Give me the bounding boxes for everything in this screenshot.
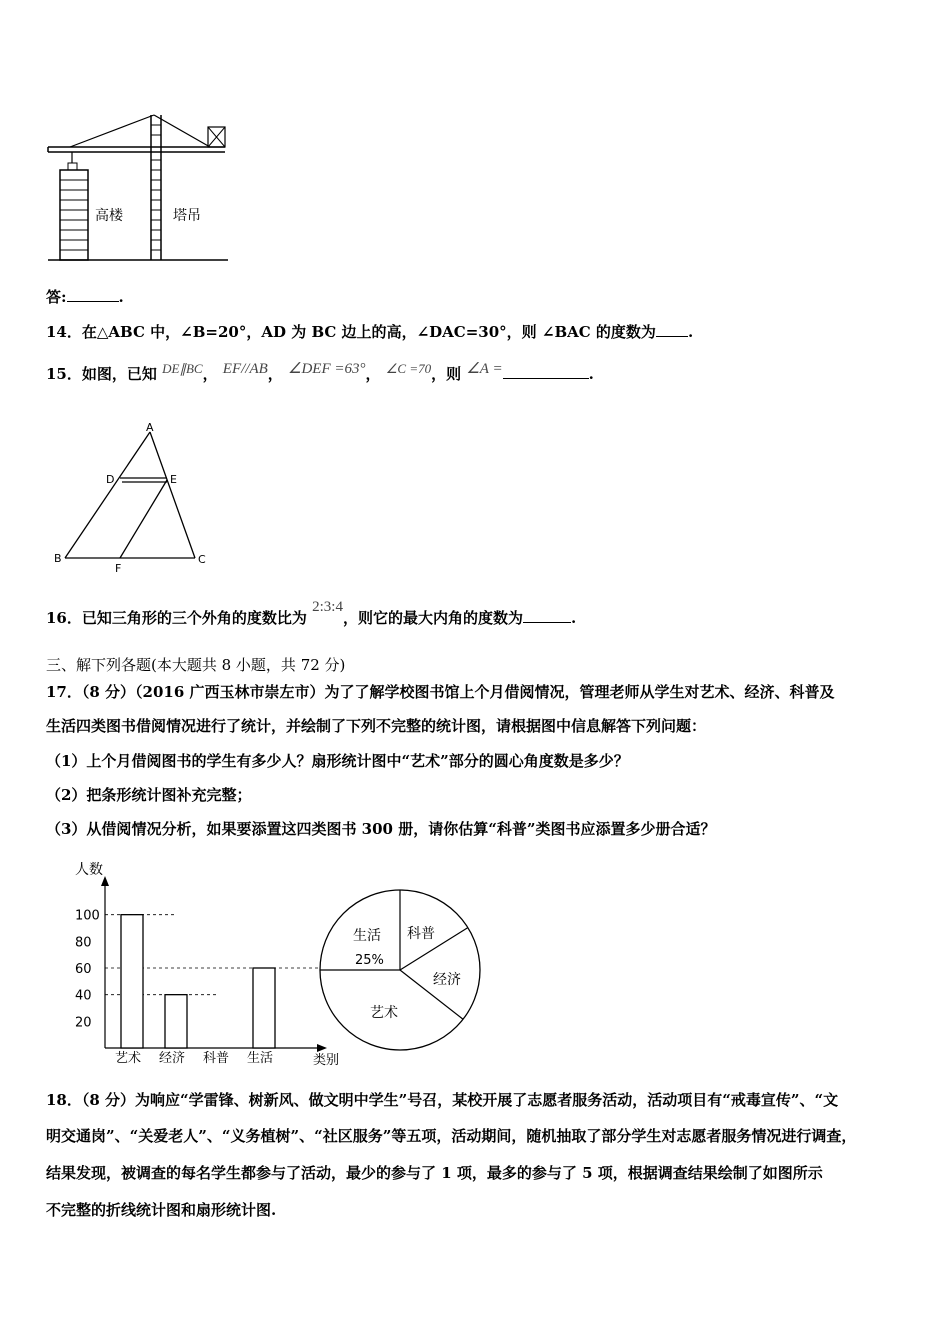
y-tick-label: 20 xyxy=(75,1015,92,1031)
q15-cond-angle-def: ∠DEF =63° xyxy=(288,361,366,377)
q15-prefix: 15．如图，已知 xyxy=(46,365,157,383)
q18-line2: 明交通岗”、“关爱老人”、“义务植树”、“社区服务”等五项，活动期间，随机抽取了部分学生对志愿者服务情况进行调查， xyxy=(46,1127,857,1145)
q15-cond-angle-c: ∠C =70 xyxy=(385,361,432,376)
q18-line3: 结果发现，被调查的每名学生都参与了活动，最少的参与了 1 项，最多的参与了 5 项，根据调查结果绘制了如图所示 xyxy=(46,1164,823,1182)
vertex-label-e: E xyxy=(170,473,177,486)
q15-ask: ∠A = xyxy=(466,361,503,377)
section3-title: 三、解下列各题(本大题共 8 小题，共 72 分) xyxy=(46,656,346,674)
q14: 14．在△ABC 中，∠B=20°，AD 为 BC 边上的高，∠DAC=30°，则 ∠BAC 的度数为 . xyxy=(46,323,694,341)
bar-艺术 xyxy=(121,915,143,1048)
pie-label-生活: 生活 xyxy=(353,928,381,944)
vertex-label-a: A xyxy=(146,421,154,434)
y-tick-label: 100 xyxy=(75,908,100,924)
x-tick-label: 经济 xyxy=(159,1051,186,1066)
x-tick-label: 艺术 xyxy=(115,1051,142,1066)
y-tick-label: 80 xyxy=(75,935,92,951)
building-label: 高楼 xyxy=(95,208,123,224)
q15-cond-ef-ab: EF//AB xyxy=(222,361,268,377)
triangle-figure xyxy=(50,420,220,575)
q17-line1: 17．（8 分）（2016 广西玉林市崇左市）为了了解学校图书馆上个月借阅情况，管理老师从学生对艺术、经济、科普及 xyxy=(46,683,835,701)
y-axis-label: 人数 xyxy=(75,862,103,878)
q17-sub3: （3）从借阅情况分析，如果要添置这四类图书 300 册，请你估算“科普”类图书应添置多少册合适？ xyxy=(46,820,716,838)
crane-label: 塔吊 xyxy=(173,208,201,224)
x-tick-label: 科普 xyxy=(203,1051,230,1066)
pie-chart xyxy=(315,882,495,1062)
q16-ratio: 2:3:4 xyxy=(312,599,343,615)
pie-label-经济: 经济 xyxy=(433,972,461,988)
q17-line2: 生活四类图书借阅情况进行了统计，并绘制了下列不完整的统计图，请根据图中信息解答下列问题： xyxy=(46,717,707,735)
q15-then: ，则 xyxy=(431,365,462,383)
q16-prefix: 16．已知三角形的三个外角的度数比为 xyxy=(46,609,307,627)
pie-label-艺术: 艺术 xyxy=(370,1005,398,1021)
q17-sub2: （2）把条形统计图补充完整； xyxy=(46,786,252,804)
q15-cond-de-bc: DE∥BC xyxy=(162,361,203,376)
bar-经济 xyxy=(165,995,187,1048)
q16-suffix: ，则它的最大内角的度数为 xyxy=(342,609,523,627)
vertex-label-f: F xyxy=(115,562,122,575)
q13-answer: 答: . xyxy=(46,288,124,306)
q16: 16．已知三角形的三个外角的度数比为 2:3:4，则它的最大内角的度数为 . xyxy=(46,599,577,627)
q15: 15．如图，已知 DE∥BC， EF//AB， ∠DEF =63°， ∠C =70，则 ∠A = . xyxy=(46,361,594,383)
pie-label-科普: 科普 xyxy=(407,926,435,942)
vertex-label-b: B xyxy=(54,552,62,565)
x-axis-label: 类别 xyxy=(313,1053,340,1068)
vertex-label-c: C xyxy=(198,553,206,566)
vertex-label-d: D xyxy=(106,473,115,486)
q13-answer-prefix: 答: xyxy=(46,288,67,306)
q18-line4: 不完整的折线统计图和扇形统计图. xyxy=(46,1201,277,1219)
bar-chart xyxy=(55,858,345,1068)
y-tick-label: 60 xyxy=(75,962,92,977)
x-tick-label: 生活 xyxy=(247,1051,274,1066)
pie-percent-label: 25% xyxy=(355,953,384,968)
crane-figure xyxy=(40,105,240,265)
q17-sub1: （1）上个月借阅图书的学生有多少人？扇形统计图中“艺术”部分的圆心角度数是多少？ xyxy=(46,752,629,770)
y-tick-label: 40 xyxy=(75,988,92,1004)
q18-line1: 18．（8 分）为响应“学雷锋、树新风、做文明中学生”号召，某校开展了志愿者服务活动，活动项目有“戒毒宣传”、“文 xyxy=(46,1091,839,1109)
q14-text: 14．在△ABC 中，∠B=20°，AD 为 BC 边上的高，∠DAC=30°，则 ∠BAC 的度数为 xyxy=(46,323,656,341)
bar-生活 xyxy=(253,968,275,1048)
